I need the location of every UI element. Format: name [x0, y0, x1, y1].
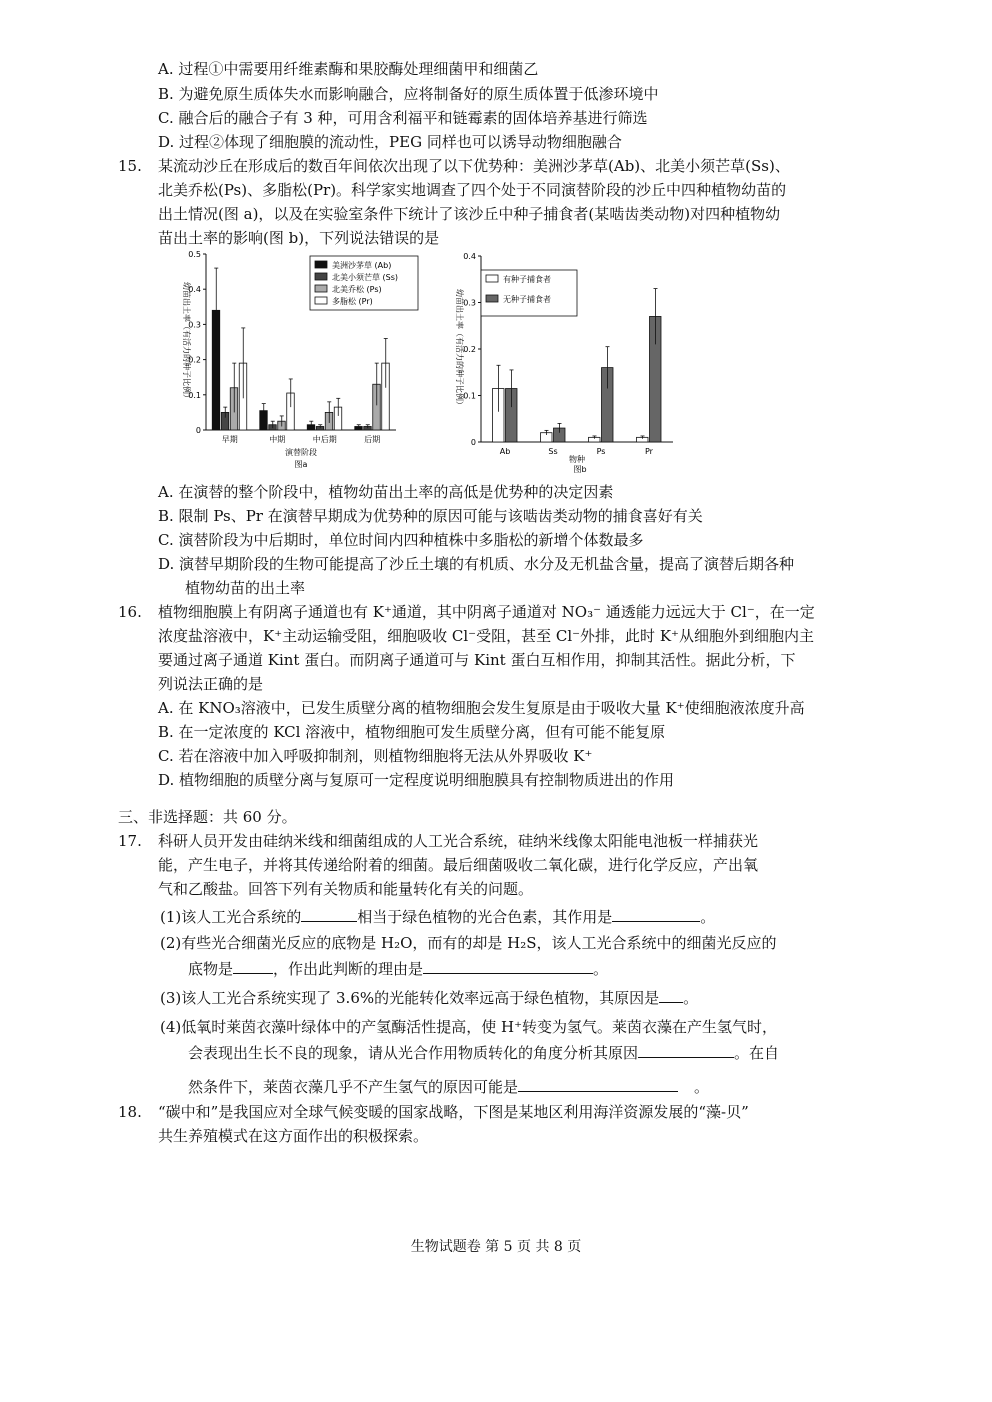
q14-option-c: C. 融合后的融合子有 3 种，可用含利福平和链霉素的固体培养基进行筛选	[158, 109, 648, 127]
legend-swatch	[315, 273, 327, 280]
legend-swatch	[315, 285, 327, 292]
chart-figure-a	[170, 246, 440, 476]
legend-label: 有种子捕食者	[503, 275, 551, 284]
q17-sub2-text: 。	[593, 960, 609, 978]
answer-blank[interactable]	[301, 907, 357, 922]
q17-sub4-text: 。	[694, 1078, 710, 1096]
q17-sub4-text: 会表现出生长不良的现象，请从光合作用物质转化的角度分析其原因	[188, 1044, 639, 1062]
answer-blank[interactable]	[659, 988, 683, 1003]
answer-blank[interactable]	[423, 959, 593, 974]
q16-stem-line: 要通过离子通道 Kint 蛋白。而阴离子通道可与 Kint 蛋白互相作用，抑制其活性。据此分析，下	[158, 651, 796, 669]
q17-sub1-text: 相当于绿色植物的光合色素，其作用是	[357, 908, 613, 926]
x-tick-label: 中后期	[312, 435, 337, 444]
q14-option-d: D. 过程②体现了细胞膜的流动性，PEG 同样也可以诱导动物细胞融合	[158, 133, 622, 151]
x-axis-label: 演替阶段	[285, 448, 317, 457]
y-tick-label: 0	[195, 426, 201, 435]
y-tick-label: 0.3	[188, 320, 201, 330]
x-tick-label: Ss	[548, 447, 558, 456]
q18-stem-line: 共生养殖模式在这方面作出的积极探索。	[158, 1127, 429, 1145]
q17-number: 17.	[118, 832, 142, 850]
q16-option-c: C. 若在溶液中加入呼吸抑制剂，则植物细胞将无法从外界吸收 K⁺	[158, 747, 593, 765]
q15-option-a: A. 在演替的整个阶段中，植物幼苗出土率的高低是优势种的决定因素	[158, 483, 614, 501]
q18-stem-line: “碳中和”是我国应对全球气候变暖的国家战略，下图是某地区利用海洋资源发展的“藻-贝”	[158, 1103, 749, 1121]
figure-caption: 图a	[294, 460, 308, 469]
legend-label: 美洲沙茅草 (Ab)	[332, 261, 392, 270]
q16-option-d: D. 植物细胞的质壁分离与复原可一定程度说明细胞膜具有控制物质进出的作用	[158, 771, 675, 789]
q15-stem-line: 北美乔松(Ps)、多脂松(Pr)。科学家实地调查了四个处于不同演替阶段的沙丘中四种植物幼苗的	[158, 181, 787, 199]
figure-caption: 图b	[573, 465, 587, 474]
q16-number: 16.	[118, 603, 142, 621]
q15-option-c: C. 演替阶段为中后期时，单位时间内四种植株中多脂松的新增个体数最多	[158, 531, 644, 549]
q17-stem-line: 科研人员开发由硅纳米线和细菌组成的人工光合系统，硅纳米线像太阳能电池板一样捕获光	[158, 832, 759, 850]
q15-stem-line: 苗出土率的影响(图 b)，下列说法错误的是	[158, 229, 440, 247]
page-footer: 生物试题卷 第 5 页 共 8 页	[410, 1239, 582, 1255]
legend-swatch	[315, 297, 327, 304]
q15-stem-line: 某流动沙丘在形成后的数百年间依次出现了以下优势种：美洲沙茅草(Ab)、北美小须芒草(Ss)、	[158, 157, 790, 175]
legend-swatch	[486, 295, 498, 302]
y-tick-label: 0.5	[188, 250, 201, 259]
answer-blank[interactable]	[518, 1077, 678, 1092]
y-tick-label: 0.4	[463, 252, 476, 261]
q17-sub4-cont2	[188, 1076, 709, 1098]
x-tick-label: Ab	[499, 447, 511, 456]
q17-stem-line: 气和乙酸盐。回答下列有关物质和能量转化有关的问题。	[158, 880, 534, 898]
q14-option-b: B. 为避免原生质体失水而影响融合，应将制备好的原生质体置于低渗环境中	[158, 85, 659, 103]
x-tick-label: 早期	[221, 435, 238, 444]
legend-label: 无种子捕食者	[503, 295, 551, 304]
q17-sub4-text: 。在自	[734, 1044, 780, 1062]
legend-label: 北美小须芒草 (Ss)	[332, 273, 399, 282]
y-tick-label: 0.1	[463, 391, 476, 401]
x-tick-label: 中期	[269, 435, 286, 444]
q15-option-d-cont: 植物幼苗的出土率	[185, 579, 306, 597]
q17-sub4-text: 然条件下，莱茵衣藻几乎不产生氢气的原因可能是	[188, 1078, 519, 1096]
q16-stem-line: 浓度盐溶液中，K⁺主动运输受阻，细胞吸收 Cl⁻受阻，甚至 Cl⁻外排，此时 K⁺从细胞外到细胞内主	[158, 627, 814, 645]
q17-stem-line: 能，产生电子，并将其传递给附着的细菌。最后细菌吸收二氧化碳，进行化学反应，产出氧	[158, 856, 759, 874]
q16-stem-line: 植物细胞膜上有阴离子通道也有 K⁺通道，其中阴离子通道对 NO₃⁻ 通透能力远远大于 Cl⁻，在一定	[158, 603, 815, 621]
y-tick-label: 0	[470, 438, 476, 447]
section-heading: 三、非选择题：共 60 分。	[118, 808, 297, 826]
y-tick-label: 0.2	[463, 345, 476, 354]
q17-sub2-cont	[188, 958, 608, 980]
q17-sub2-text: ，作出此判断的理由是	[273, 960, 424, 978]
legend-label: 多脂松 (Pr)	[332, 297, 373, 306]
y-tick-label: 0.3	[463, 298, 476, 308]
q17-sub3-text: (3)该人工光合系统实现了 3.6%的光能转化效率远高于绿色植物，其原因是	[160, 989, 660, 1007]
answer-blank[interactable]	[638, 1043, 734, 1058]
q18-number: 18.	[118, 1103, 142, 1121]
q17-sub1-text: (1)该人工光合系统的	[160, 908, 302, 926]
x-axis-label: 物种	[569, 455, 585, 464]
chart-figure-b	[445, 246, 680, 476]
q17-sub2: (2)有些光合细菌光反应的底物是 H₂O，而有的却是 H₂S，该人工光合系统中的细菌光反应的	[160, 934, 777, 952]
answer-blank[interactable]	[612, 907, 700, 922]
legend-swatch	[486, 275, 498, 282]
q16-option-b: B. 在一定浓度的 KCl 溶液中，植物细胞可发生质壁分离，但有可能不能复原	[158, 723, 666, 741]
q16-option-a: A. 在 KNO₃溶液中，已发生质壁分离的植物细胞会发生复原是由于吸收大量 K⁺使细胞液浓度升高	[158, 699, 805, 717]
y-tick-label: 0.2	[188, 355, 201, 365]
q17-sub1	[160, 906, 715, 928]
q17-sub1-text: 。	[700, 908, 716, 926]
q15-stem-line: 出土情况(图 a)，以及在实验室条件下统计了该沙丘中种子捕食者(某啮齿类动物)对四种植物幼	[158, 205, 781, 223]
q17-sub2-text: 底物是	[188, 960, 234, 978]
y-tick-label: 0.1	[188, 390, 201, 400]
legend-label: 北美乔松 (Ps)	[332, 285, 382, 294]
x-tick-label: 后期	[364, 435, 381, 444]
q17-sub3	[160, 987, 698, 1009]
q14-option-a: A. 过程①中需要用纤维素酶和果胶酶处理细菌甲和细菌乙	[158, 60, 539, 78]
x-tick-label: Pr	[645, 447, 653, 456]
legend-swatch	[315, 261, 327, 268]
y-axis-label: 幼苗出土率（有活力的种子比例）	[455, 289, 464, 409]
q17-sub3-text: 。	[683, 989, 699, 1007]
y-tick-label: 0.4	[188, 285, 201, 295]
answer-blank[interactable]	[233, 959, 273, 974]
q15-number: 15.	[118, 157, 142, 175]
q17-sub4: (4)低氧时莱茵衣藻叶绿体中的产氢酶活性提高，使 H⁺转变为氢气。莱茵衣藻在产生氢气时，	[160, 1018, 778, 1036]
y-axis-label: 幼苗出土率（有活力的种子比例）	[182, 282, 191, 402]
q16-stem-line: 列说法正确的是	[158, 675, 264, 693]
x-tick-label: Ps	[596, 447, 606, 456]
q15-option-d: D. 演替早期阶段的生物可能提高了沙丘土壤的有机质、水分及无机盐含量，提高了演替后期各种	[158, 555, 795, 573]
q17-sub4-cont	[188, 1042, 779, 1064]
q15-option-b: B. 限制 Ps、Pr 在演替早期成为优势种的原因可能与该啮齿类动物的捕食喜好有关	[158, 507, 703, 525]
